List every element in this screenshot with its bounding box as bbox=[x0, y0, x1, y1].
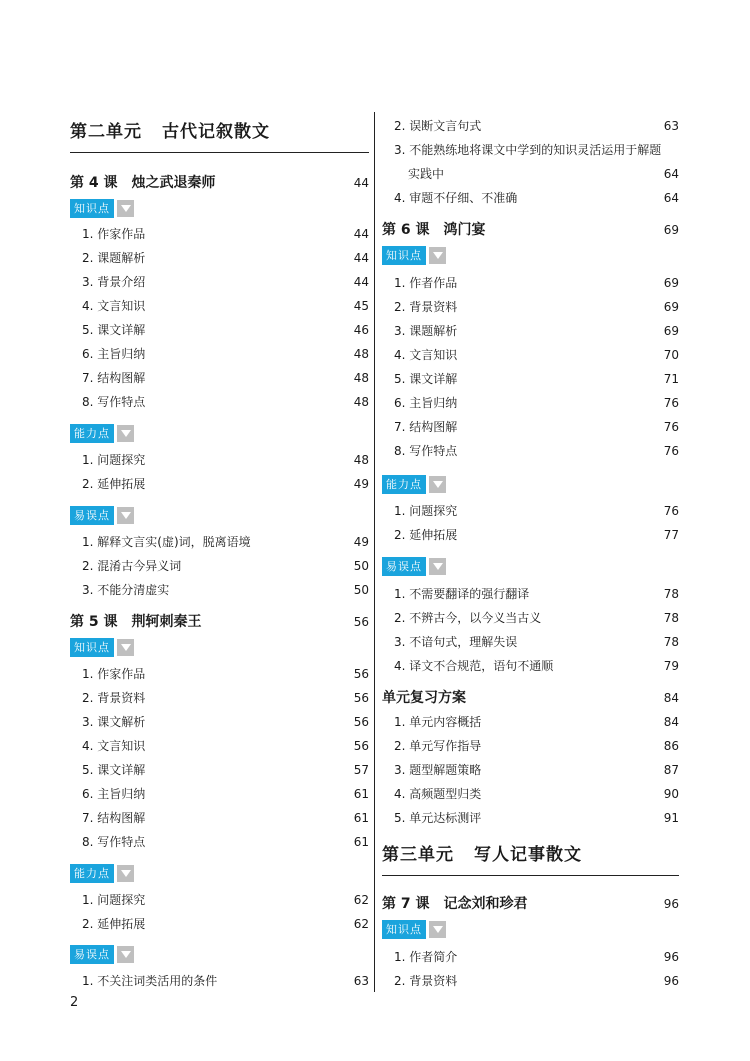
item-text: 1. 作家作品 bbox=[82, 227, 146, 241]
item-page: 44 bbox=[353, 275, 369, 289]
item-page: 50 bbox=[353, 559, 369, 573]
page-number: 84 bbox=[663, 691, 679, 705]
toc-item[interactable] bbox=[382, 948, 679, 965]
triangle-down-icon bbox=[117, 946, 134, 963]
item-text: 1. 作者简介 bbox=[394, 950, 458, 964]
item-text: 6. 主旨归纳 bbox=[82, 347, 146, 361]
toc-item[interactable] bbox=[70, 737, 369, 754]
item-page: 90 bbox=[663, 787, 679, 801]
item-page: 57 bbox=[353, 763, 369, 777]
item-page: 56 bbox=[353, 715, 369, 729]
toc-item[interactable] bbox=[382, 322, 679, 339]
toc-item[interactable] bbox=[70, 345, 369, 362]
section-tag bbox=[70, 199, 369, 218]
toc-item[interactable] bbox=[70, 915, 369, 932]
lesson-label: 第 6 课 bbox=[382, 222, 430, 238]
item-page: 71 bbox=[663, 372, 679, 386]
toc-item[interactable] bbox=[382, 442, 679, 459]
item-text: 1. 作者作品 bbox=[394, 276, 458, 290]
item-page: 50 bbox=[353, 583, 369, 597]
item-page: 49 bbox=[353, 535, 369, 549]
toc-item[interactable] bbox=[382, 117, 679, 134]
item-text: 1. 作家作品 bbox=[82, 667, 146, 681]
item-text: 1. 解释文言实(虚)词，脱离语境 bbox=[82, 535, 251, 549]
item-page: 46 bbox=[353, 323, 369, 337]
tag-label: 易误点 bbox=[70, 506, 114, 525]
toc-item[interactable] bbox=[382, 972, 679, 989]
toc-item[interactable] bbox=[382, 609, 679, 626]
item-page: 69 bbox=[663, 276, 679, 290]
section-tag bbox=[382, 475, 679, 494]
item-page: 62 bbox=[353, 893, 369, 907]
item-text: 2. 背景资料 bbox=[394, 974, 458, 988]
item-text: 1. 问题探究 bbox=[394, 504, 458, 518]
section-tag bbox=[70, 864, 369, 883]
item-page: 96 bbox=[663, 974, 679, 988]
lesson-title: 鸿门宴 bbox=[443, 222, 486, 238]
item-text: 5. 单元达标测评 bbox=[394, 811, 482, 825]
unit-label: 第二单元 bbox=[70, 122, 142, 142]
toc-item[interactable] bbox=[382, 526, 679, 543]
page-number: 56 bbox=[353, 615, 369, 629]
item-page: 64 bbox=[663, 191, 679, 205]
triangle-down-icon bbox=[429, 247, 446, 264]
item-text: 7. 结构图解 bbox=[82, 371, 146, 385]
toc-item[interactable] bbox=[382, 141, 679, 158]
toc-item[interactable] bbox=[70, 369, 369, 386]
item-page: 70 bbox=[663, 348, 679, 362]
toc-item[interactable] bbox=[382, 809, 679, 826]
item-page: 69 bbox=[663, 324, 679, 338]
lesson-title: 记念刘和珍君 bbox=[443, 896, 528, 912]
item-text: 5. 课文详解 bbox=[82, 323, 146, 337]
unit-label: 第三单元 bbox=[382, 845, 454, 865]
toc-item[interactable] bbox=[70, 321, 369, 338]
tag-label: 能力点 bbox=[70, 424, 114, 443]
item-page: 78 bbox=[663, 611, 679, 625]
toc-item[interactable] bbox=[70, 809, 369, 826]
item-text: 6. 主旨归纳 bbox=[394, 396, 458, 410]
toc-item[interactable] bbox=[70, 761, 369, 778]
item-text: 7. 结构图解 bbox=[394, 420, 458, 434]
toc-item[interactable] bbox=[382, 657, 679, 674]
item-page: 56 bbox=[353, 691, 369, 705]
tag-label: 能力点 bbox=[70, 864, 114, 883]
toc-item[interactable] bbox=[70, 249, 369, 266]
item-page: 44 bbox=[353, 251, 369, 265]
triangle-down-icon bbox=[429, 921, 446, 938]
triangle-down-icon bbox=[429, 476, 446, 493]
item-text: 3. 不能熟练地将课文中学到的知识灵活运用于解题 bbox=[394, 143, 662, 157]
item-page: 87 bbox=[663, 763, 679, 777]
section-tag bbox=[70, 424, 369, 443]
item-page: 61 bbox=[353, 787, 369, 801]
toc-item[interactable] bbox=[70, 393, 369, 410]
item-text: 4. 审题不仔细、不准确 bbox=[394, 191, 518, 205]
toc-item[interactable] bbox=[70, 581, 369, 598]
toc-item[interactable] bbox=[382, 737, 679, 754]
toc-item[interactable] bbox=[382, 713, 679, 730]
item-text: 1. 不关注词类活用的条件 bbox=[82, 974, 218, 988]
unit-title: 古代记叙散文 bbox=[162, 122, 270, 142]
item-text: 1. 问题探究 bbox=[82, 453, 146, 467]
item-page: 48 bbox=[353, 347, 369, 361]
item-page: 77 bbox=[663, 528, 679, 542]
item-page: 48 bbox=[353, 371, 369, 385]
item-text: 2. 不辨古今，以今义当古义 bbox=[394, 611, 542, 625]
item-text: 2. 延伸拓展 bbox=[394, 528, 458, 542]
toc-item[interactable] bbox=[382, 761, 679, 778]
page-number: 96 bbox=[663, 897, 679, 911]
triangle-down-icon bbox=[117, 425, 134, 442]
toc-item[interactable] bbox=[382, 189, 679, 206]
item-page: 49 bbox=[353, 477, 369, 491]
page-number-footer: 2 bbox=[70, 995, 79, 1010]
lesson-title: 烛之武退秦师 bbox=[131, 175, 216, 191]
section-tag bbox=[382, 246, 679, 265]
toc-item[interactable] bbox=[382, 585, 679, 602]
lesson-heading[interactable] bbox=[382, 893, 679, 913]
item-page: 45 bbox=[353, 299, 369, 313]
toc-item[interactable] bbox=[70, 451, 369, 468]
item-page: 76 bbox=[663, 420, 679, 434]
item-page: 63 bbox=[353, 974, 369, 988]
item-page: 91 bbox=[663, 811, 679, 825]
item-page: 48 bbox=[353, 453, 369, 467]
item-page: 61 bbox=[353, 811, 369, 825]
toc-item[interactable] bbox=[70, 713, 369, 730]
toc-item[interactable] bbox=[70, 475, 369, 492]
toc-item[interactable] bbox=[70, 557, 369, 574]
item-text: 1. 不需要翻译的强行翻译 bbox=[394, 587, 530, 601]
toc-item[interactable] bbox=[382, 346, 679, 363]
item-text: 1. 单元内容概括 bbox=[394, 715, 482, 729]
section-tag bbox=[382, 557, 679, 576]
unit-rule bbox=[70, 152, 369, 153]
triangle-down-icon bbox=[117, 865, 134, 882]
review-heading[interactable] bbox=[382, 687, 679, 707]
item-text: 3. 课文解析 bbox=[82, 715, 146, 729]
item-text: 4. 文言知识 bbox=[82, 299, 146, 313]
toc-item[interactable] bbox=[382, 418, 679, 435]
lesson-heading[interactable] bbox=[382, 219, 679, 239]
item-page: 56 bbox=[353, 739, 369, 753]
tag-label: 知识点 bbox=[382, 920, 426, 939]
toc-item[interactable] bbox=[70, 533, 369, 550]
triangle-down-icon bbox=[429, 558, 446, 575]
item-text: 4. 文言知识 bbox=[394, 348, 458, 362]
item-text: 实践中 bbox=[408, 167, 445, 181]
item-text: 5. 课文详解 bbox=[82, 763, 146, 777]
toc-item[interactable] bbox=[70, 273, 369, 290]
toc-item[interactable] bbox=[382, 785, 679, 802]
triangle-down-icon bbox=[117, 200, 134, 217]
lesson-title: 荆轲刺秦王 bbox=[131, 614, 202, 630]
item-text: 4. 文言知识 bbox=[82, 739, 146, 753]
toc-item[interactable] bbox=[382, 370, 679, 387]
item-page: 76 bbox=[663, 444, 679, 458]
item-page: 84 bbox=[663, 715, 679, 729]
item-page: 48 bbox=[353, 395, 369, 409]
toc-item[interactable] bbox=[70, 785, 369, 802]
lesson-label: 第 5 课 bbox=[70, 614, 118, 630]
item-text: 3. 不谙句式，理解失误 bbox=[394, 635, 518, 649]
toc-item[interactable] bbox=[70, 665, 369, 682]
review-title: 单元复习方案 bbox=[382, 690, 466, 706]
item-text: 3. 背景介绍 bbox=[82, 275, 146, 289]
toc-item[interactable] bbox=[70, 225, 369, 242]
lesson-label: 第 4 课 bbox=[70, 175, 118, 191]
unit-heading bbox=[70, 117, 369, 142]
item-text: 2. 误断文言句式 bbox=[394, 119, 482, 133]
section-tag bbox=[70, 945, 369, 964]
toc-item[interactable] bbox=[382, 298, 679, 315]
lesson-heading[interactable] bbox=[70, 172, 369, 192]
item-page: 78 bbox=[663, 635, 679, 649]
item-page: 76 bbox=[663, 396, 679, 410]
item-page: 44 bbox=[353, 227, 369, 241]
item-page: 78 bbox=[663, 587, 679, 601]
section-tag bbox=[382, 920, 679, 939]
toc-item[interactable] bbox=[382, 502, 679, 519]
item-text: 8. 写作特点 bbox=[82, 395, 146, 409]
tag-label: 知识点 bbox=[70, 638, 114, 657]
item-text: 2. 背景资料 bbox=[82, 691, 146, 705]
column-divider bbox=[374, 112, 375, 992]
unit-heading bbox=[382, 840, 679, 865]
item-text: 3. 题型解题策略 bbox=[394, 763, 482, 777]
item-page: 76 bbox=[663, 504, 679, 518]
tag-label: 知识点 bbox=[70, 199, 114, 218]
section-tag bbox=[70, 506, 369, 525]
toc-item[interactable] bbox=[70, 689, 369, 706]
toc-item[interactable] bbox=[70, 891, 369, 908]
item-text: 1. 问题探究 bbox=[82, 893, 146, 907]
toc-item[interactable] bbox=[382, 274, 679, 291]
toc-item[interactable] bbox=[382, 633, 679, 650]
item-text: 6. 主旨归纳 bbox=[82, 787, 146, 801]
section-tag bbox=[70, 638, 369, 657]
item-text: 2. 混淆古今异义词 bbox=[82, 559, 182, 573]
item-page: 86 bbox=[663, 739, 679, 753]
tag-label: 知识点 bbox=[382, 246, 426, 265]
tag-label: 能力点 bbox=[382, 475, 426, 494]
item-text: 2. 延伸拓展 bbox=[82, 917, 146, 931]
item-text: 8. 写作特点 bbox=[82, 835, 146, 849]
item-page: 69 bbox=[663, 300, 679, 314]
item-text: 3. 课题解析 bbox=[394, 324, 458, 338]
page-number: 44 bbox=[353, 176, 369, 190]
toc-item[interactable] bbox=[382, 165, 679, 182]
item-page: 61 bbox=[353, 835, 369, 849]
item-text: 4. 译文不合规范，语句不通顺 bbox=[394, 659, 554, 673]
item-text: 3. 不能分清虚实 bbox=[82, 583, 170, 597]
unit-rule bbox=[382, 875, 679, 876]
item-text: 8. 写作特点 bbox=[394, 444, 458, 458]
item-page: 62 bbox=[353, 917, 369, 931]
tag-label: 易误点 bbox=[70, 945, 114, 964]
item-page: 56 bbox=[353, 667, 369, 681]
lesson-heading[interactable] bbox=[70, 611, 369, 631]
unit-title: 写人记事散文 bbox=[474, 845, 582, 865]
item-page: 79 bbox=[663, 659, 679, 673]
toc-item[interactable] bbox=[70, 297, 369, 314]
item-page: 96 bbox=[663, 950, 679, 964]
item-text: 7. 结构图解 bbox=[82, 811, 146, 825]
triangle-down-icon bbox=[117, 507, 134, 524]
toc-item[interactable] bbox=[70, 833, 369, 850]
item-text: 2. 单元写作指导 bbox=[394, 739, 482, 753]
toc-item[interactable] bbox=[382, 394, 679, 411]
tag-label: 易误点 bbox=[382, 557, 426, 576]
item-text: 4. 高频题型归类 bbox=[394, 787, 482, 801]
item-page: 64 bbox=[663, 167, 679, 181]
item-text: 2. 延伸拓展 bbox=[82, 477, 146, 491]
lesson-label: 第 7 课 bbox=[382, 896, 430, 912]
page-number: 69 bbox=[663, 223, 679, 237]
triangle-down-icon bbox=[117, 639, 134, 656]
item-text: 2. 课题解析 bbox=[82, 251, 146, 265]
item-page: 63 bbox=[663, 119, 679, 133]
item-text: 2. 背景资料 bbox=[394, 300, 458, 314]
item-text: 5. 课文详解 bbox=[394, 372, 458, 386]
toc-item[interactable] bbox=[70, 972, 369, 989]
